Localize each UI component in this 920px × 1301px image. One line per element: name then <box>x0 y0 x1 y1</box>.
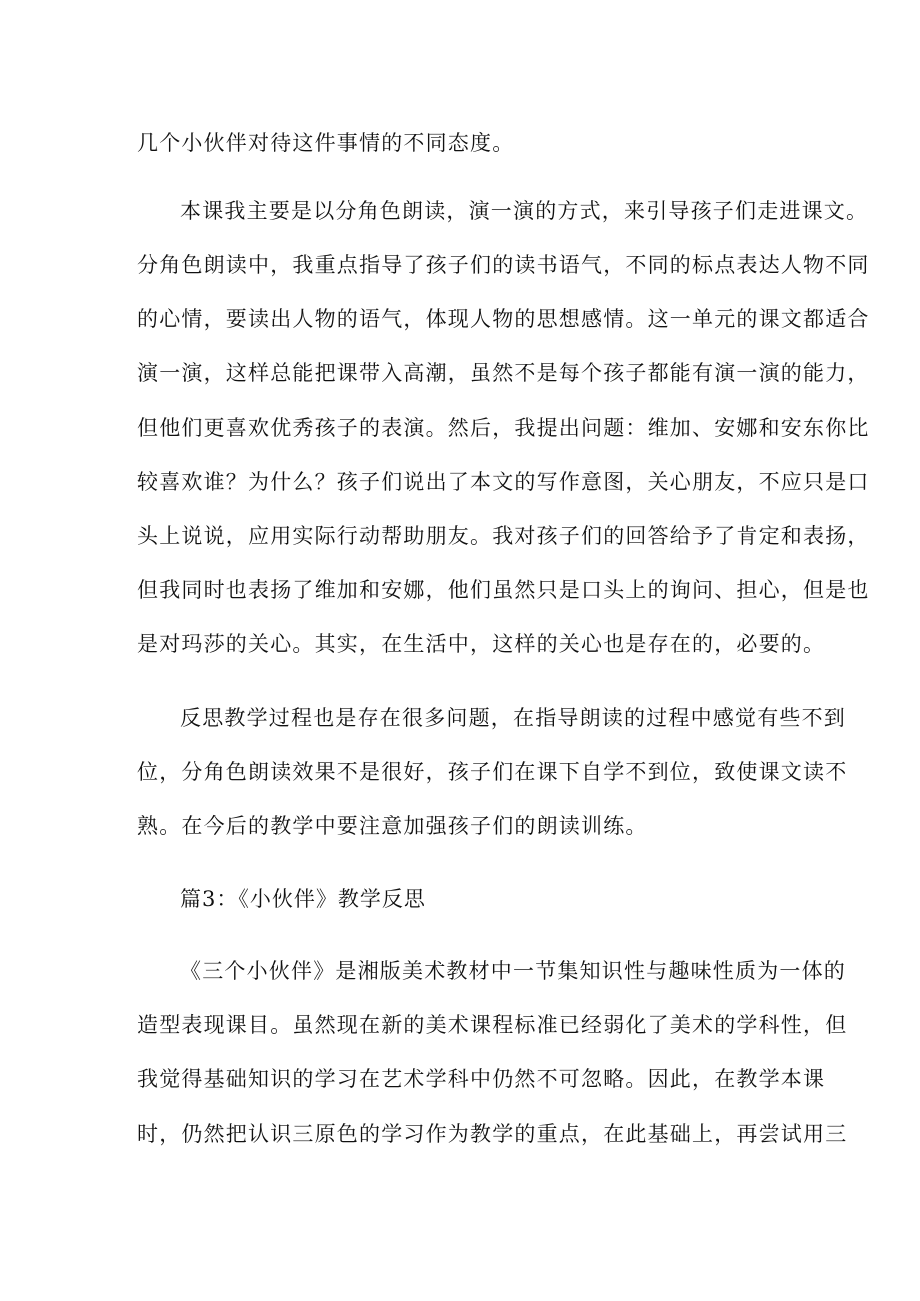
paragraph-line: 几个小伙伴对待这件事情的不同态度。 <box>137 131 515 155</box>
paragraph-line: 但我同时也表扬了维加和安娜，他们虽然只是口头上的询问、担心，但是也 <box>137 578 870 602</box>
section-heading: 篇3：《小伙伴》教学反思 <box>180 887 426 911</box>
paragraph-line: 演一演，这样总能把课带入高潮，虽然不是每个孩子都能有演一演的能力， <box>137 361 870 385</box>
paragraph-line: 我觉得基础知识的学习在艺术学科中仍然不可忽略。因此，在教学本课 <box>137 1067 826 1091</box>
paragraph-line: 较喜欢谁？为什么？孩子们说出了本文的写作意图，关心朋友，不应只是口 <box>137 470 870 494</box>
paragraph-line: 本课我主要是以分角色朗读，演一演的方式，来引导孩子们走进课文。 <box>180 199 869 223</box>
paragraph-line: 是对玛莎的关心。其实，在生活中，这样的关心也是存在的，必要的。 <box>137 632 826 656</box>
paragraph-line: 造型表现课目。虽然现在新的美术课程标准已经弱化了美术的学科性，但 <box>137 1013 848 1037</box>
paragraph-line: 头上说说，应用实际行动帮助朋友。我对孩子们的回答给予了肯定和表扬， <box>137 524 870 548</box>
paragraph-line: 《三个小伙伴》是湘版美术教材中一节集知识性与趣味性质为一体的 <box>180 959 846 983</box>
paragraph-line: 时，仍然把认识三原色的学习作为教学的重点，在此基础上，再尝试用三 <box>137 1122 848 1146</box>
paragraph-line: 但他们更喜欢优秀孩子的表演。然后，我提出问题：维加、安娜和安东你比 <box>137 416 870 440</box>
paragraph-line: 位，分角色朗读效果不是很好，孩子们在课下自学不到位，致使课文读不 <box>137 760 848 784</box>
paragraph-line: 的心情，要读出人物的语气，体现人物的思想感情。这一单元的课文都适合 <box>137 307 870 331</box>
paragraph-line: 熟。在今后的教学中要注意加强孩子们的朗读训练。 <box>137 814 648 838</box>
paragraph-line: 反思教学过程也是存在很多问题，在指导朗读的过程中感觉有些不到 <box>180 706 846 730</box>
paragraph-line: 分角色朗读中，我重点指导了孩子们的读书语气，不同的标点表达人物不同 <box>137 253 870 277</box>
